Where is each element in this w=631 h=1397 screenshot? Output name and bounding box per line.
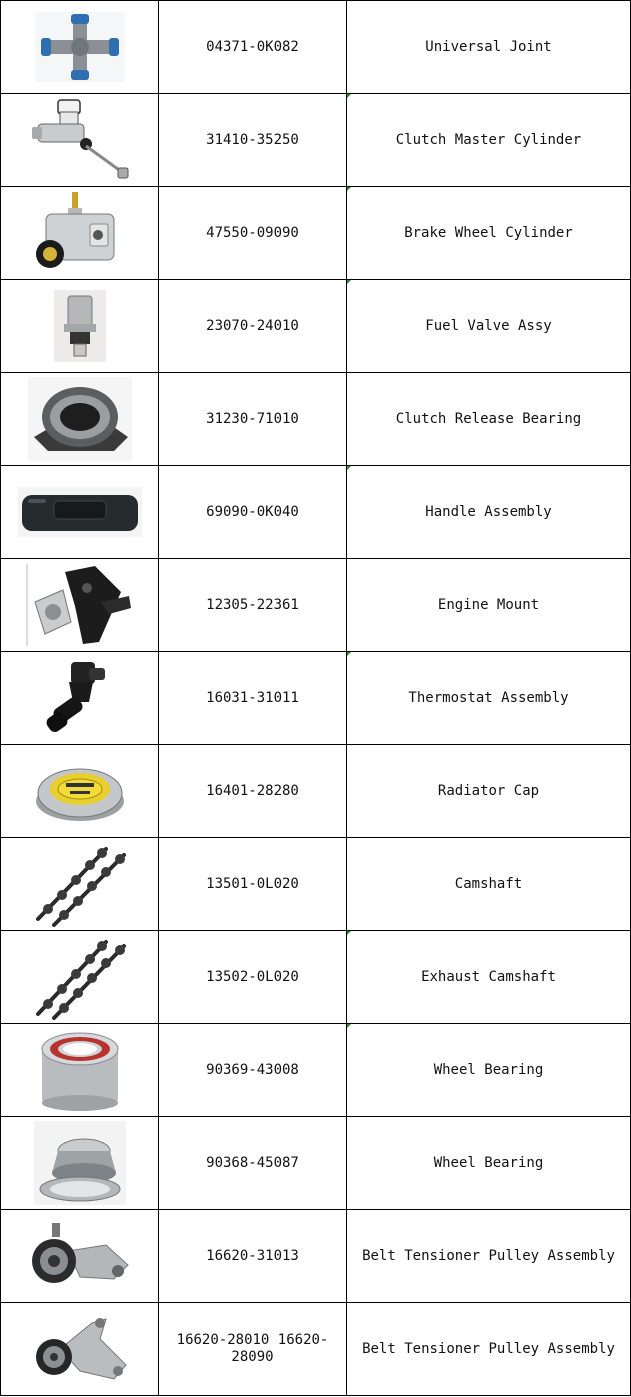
part-name-cell: [347, 745, 631, 838]
clutch-release-bearing-icon: [28, 377, 132, 461]
part-number-cell: [159, 1210, 347, 1303]
part-number: 90368-45087: [206, 1154, 299, 1171]
table-row: [1, 1303, 631, 1396]
part-number: 13502-0L020: [206, 968, 299, 985]
part-name: Brake Wheel Cylinder: [404, 224, 573, 241]
part-number: 16031-31011: [206, 689, 299, 706]
part-number: 90369-43008: [206, 1061, 299, 1078]
part-name-cell: [347, 373, 631, 466]
part-image-cell: [1, 1210, 159, 1303]
exhaust-camshaft-icon: [30, 932, 130, 1022]
table-row: [1, 745, 631, 838]
part-image-cell: [1, 466, 159, 559]
part-name-cell: [347, 1210, 631, 1303]
cell-corner-mark: [347, 187, 351, 191]
table-row: [1, 1024, 631, 1117]
part-number-cell: [159, 187, 347, 280]
table-row: [1, 94, 631, 187]
part-number: 31230-71010: [206, 410, 299, 427]
part-name: Wheel Bearing: [433, 1061, 544, 1078]
part-name-cell: [347, 652, 631, 745]
part-name: Engine Mount: [437, 596, 540, 613]
table-row: [1, 280, 631, 373]
belt-tensioner-icon: [30, 1309, 130, 1389]
part-number-cell: [159, 931, 347, 1024]
part-name-cell: [347, 1117, 631, 1210]
part-image-cell: [1, 931, 159, 1024]
part-number: 04371-0K082: [206, 38, 299, 55]
part-name-cell: [347, 466, 631, 559]
part-image-cell: [1, 187, 159, 280]
part-number: 23070-24010: [206, 317, 299, 334]
part-number: 31410-35250: [206, 131, 299, 148]
cell-corner-mark: [347, 280, 351, 284]
part-name: Radiator Cap: [437, 782, 540, 799]
part-number: 13501-0L020: [206, 875, 299, 892]
table-row: [1, 931, 631, 1024]
part-image-cell: [1, 94, 159, 187]
fuel-valve-icon: [54, 290, 106, 362]
camshaft-icon: [30, 839, 130, 929]
universal-joint-icon: [35, 12, 125, 82]
wheel-bearing-icon: [36, 1027, 124, 1113]
part-number-cell: [159, 1303, 347, 1396]
part-number-cell: [159, 1, 347, 94]
part-number-cell: [159, 838, 347, 931]
part-image-cell: [1, 838, 159, 931]
part-name: Belt Tensioner Pulley Assembly: [362, 1340, 615, 1357]
cell-corner-mark: [347, 652, 351, 656]
thermostat-icon: [45, 658, 115, 738]
cell-corner-mark: [347, 931, 351, 935]
table-row: [1, 1117, 631, 1210]
table-row: [1, 1210, 631, 1303]
part-name-cell: [347, 1, 631, 94]
part-image-cell: [1, 1024, 159, 1117]
part-name-cell: [347, 280, 631, 373]
part-image-cell: [1, 373, 159, 466]
part-number-cell: [159, 745, 347, 838]
part-name: Fuel Valve Assy: [425, 317, 552, 334]
part-name: Handle Assembly: [425, 503, 552, 520]
part-number: 16620-28010 16620-28090: [176, 1332, 329, 1365]
part-name-cell: [347, 187, 631, 280]
part-image-cell: [1, 652, 159, 745]
part-name-cell: [347, 1024, 631, 1117]
belt-tensioner-icon: [28, 1221, 132, 1291]
part-number-cell: [159, 559, 347, 652]
part-number: 47550-09090: [206, 224, 299, 241]
table-row: [1, 838, 631, 931]
part-name-cell: [347, 559, 631, 652]
part-name-cell: [347, 931, 631, 1024]
cell-corner-mark: [347, 1024, 351, 1028]
part-image-cell: [1, 1303, 159, 1396]
part-number: 16401-28280: [206, 782, 299, 799]
table-row: [1, 559, 631, 652]
part-number-cell: [159, 94, 347, 187]
part-image-cell: [1, 559, 159, 652]
part-name: Thermostat Assembly: [408, 689, 569, 706]
part-number-cell: [159, 1024, 347, 1117]
part-name: Wheel Bearing: [433, 1154, 544, 1171]
part-name-cell: [347, 1303, 631, 1396]
part-number-cell: [159, 652, 347, 745]
part-name: Belt Tensioner Pulley Assembly: [362, 1247, 615, 1264]
handle-assembly-icon: [18, 487, 142, 537]
part-number-cell: [159, 1117, 347, 1210]
part-number: 16620-31013: [206, 1247, 299, 1264]
table-row: [1, 466, 631, 559]
cell-corner-mark: [347, 94, 351, 98]
table-row: [1, 187, 631, 280]
part-number: 12305-22361: [206, 596, 299, 613]
part-image-cell: [1, 1117, 159, 1210]
part-image-cell: [1, 745, 159, 838]
part-name-cell: [347, 94, 631, 187]
part-image-cell: [1, 1, 159, 94]
part-number-cell: [159, 466, 347, 559]
table-row: [1, 1, 631, 94]
part-name: Clutch Master Cylinder: [395, 131, 582, 148]
tapered-roller-bearing-icon: [34, 1121, 126, 1205]
part-name: Camshaft: [454, 875, 523, 892]
clutch-master-cylinder-icon: [30, 96, 130, 184]
radiator-cap-icon: [32, 753, 128, 829]
table-row: [1, 373, 631, 466]
part-name: Clutch Release Bearing: [395, 410, 582, 427]
table-row: [1, 652, 631, 745]
part-number: 69090-0K040: [206, 503, 299, 520]
cell-corner-mark: [347, 466, 351, 470]
part-number-cell: [159, 373, 347, 466]
part-image-cell: [1, 280, 159, 373]
engine-mount-icon: [25, 562, 135, 648]
part-name-cell: [347, 838, 631, 931]
part-name: Exhaust Camshaft: [421, 968, 556, 985]
brake-wheel-cylinder-icon: [32, 190, 128, 276]
part-name: Universal Joint: [425, 38, 552, 55]
part-number-cell: [159, 280, 347, 373]
